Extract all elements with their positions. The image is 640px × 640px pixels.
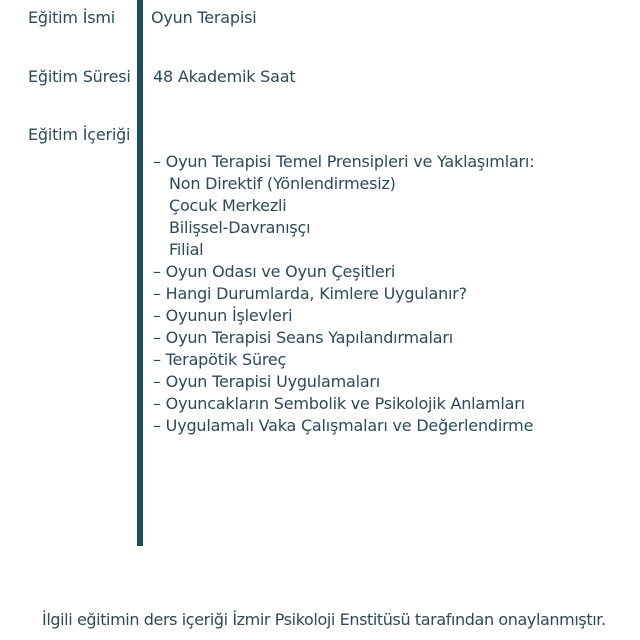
content-subitem: Non Direktif (Yönlendirmesiz)	[169, 174, 396, 193]
content-item: – Uygulamalı Vaka Çalışmaları ve Değerlendirme	[153, 416, 534, 435]
content-item: – Oyuncakların Sembolik ve Psikolojik Anlamları	[153, 394, 525, 413]
content-item: – Oyunun İşlevleri	[153, 306, 293, 325]
training-duration-value: 48 Akademik Saat	[153, 67, 296, 86]
training-duration-label: Eğitim Süresi	[28, 67, 131, 86]
content-item: – Oyun Terapisi Seans Yapılandırmaları	[153, 328, 453, 347]
content-item: – Oyun Terapisi Uygulamaları	[153, 372, 381, 391]
content-subitem: Bilişsel-Davranışçı	[169, 218, 311, 237]
content-item: – Hangi Durumlarda, Kimlere Uygulanır?	[153, 284, 467, 303]
content-item: – Oyun Odası ve Oyun Çeşitleri	[153, 262, 396, 281]
content-subitem: Çocuk Merkezli	[169, 196, 287, 215]
vertical-divider	[137, 0, 143, 546]
content-item: – Oyun Terapisi Temel Prensipleri ve Yaklaşımları:	[153, 152, 535, 171]
training-content-label: Eğitim İçeriği	[28, 125, 131, 144]
training-name-value: Oyun Terapisi	[151, 8, 257, 27]
training-content-list	[153, 151, 534, 437]
content-item: – Terapötik Süreç	[153, 350, 287, 369]
content-subitem: Filial	[169, 240, 204, 259]
training-name-label: Eğitim İsmi	[28, 8, 115, 27]
approval-note: İlgili eğitimin ders içeriği İzmir Psikoloji Enstitüsü tarafından onaylanmıştır.	[42, 610, 606, 629]
